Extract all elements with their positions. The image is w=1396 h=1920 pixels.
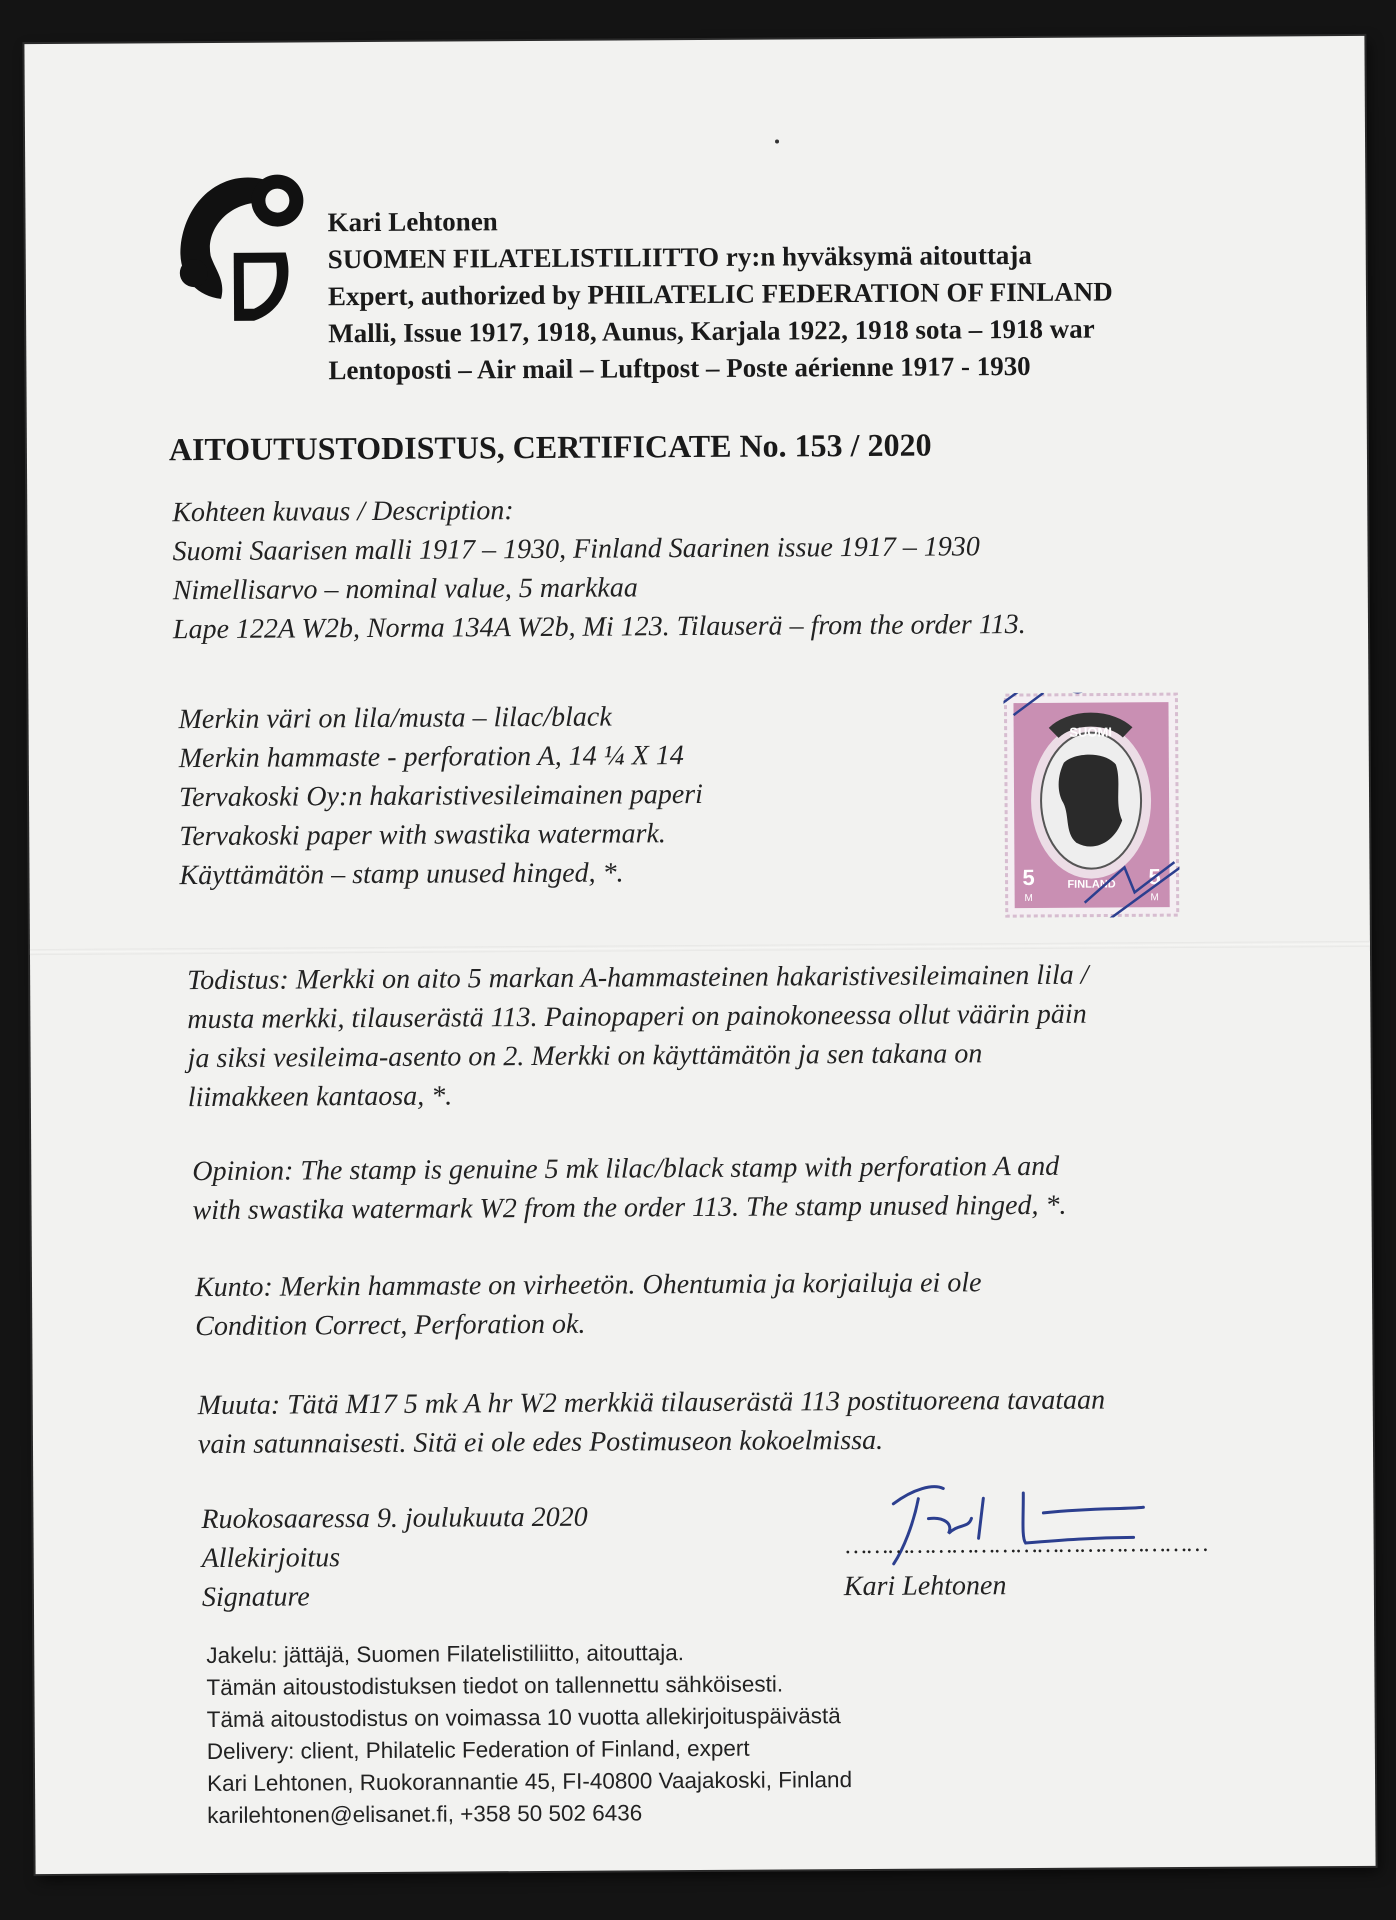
description-line: Suomi Saarisen malli 1917 – 1930, Finland Saarinen issue 1917 – 1930 (172, 531, 980, 568)
signature-dots: …………………………………………… (845, 1530, 1209, 1560)
federation-line: SUOMEN FILATELISTILIITTO ry:n hyväksymä aitouttaja (327, 239, 1032, 275)
stamp-unit-right: M (1150, 892, 1159, 904)
footer-line: Tämän aitoustodistuksen tiedot on tallennettu sähköisesti. (206, 1671, 784, 1701)
detail-line: Tervakoski Oy:n hakaristivesileimainen paperi (178, 778, 703, 814)
authorization-line: Expert, authorized by PHILATELIC FEDERATION OF FINLAND (327, 276, 1113, 312)
todistus-line: Todistus: Merkki on aito 5 markan A-hammasteinen hakaristivesileimainen lila / (187, 959, 1089, 997)
footer-contact: karilehtonen@elisanet.fi, +358 50 502 6436 (207, 1800, 643, 1829)
paper-fold (30, 941, 1370, 955)
footer-line: Kari Lehtonen, Ruokorannantie 45, FI-40800 Vaajakoski, Finland (206, 1767, 853, 1797)
expert-name: Kari Lehtonen (327, 206, 498, 238)
stamp-image (1003, 692, 1179, 918)
todistus-section (187, 956, 1089, 1118)
expert-header (327, 199, 1113, 389)
description-section (172, 488, 1026, 649)
stamp-bottom-text: FINLAND (1067, 878, 1116, 891)
detail-line: Käyttämätön – stamp unused hinged, *. (179, 857, 624, 892)
footer-line: Jakelu: jättäjä, Suomen Filatelistiliitto, aitouttaja. (206, 1640, 685, 1669)
opinion-line: Opinion: The stamp is genuine 5 mk lilac/black stamp with perforation A and (192, 1150, 1060, 1188)
todistus-line: ja siksi vesileima-asento on 2. Merkki on käyttämätön ja sen takana on (187, 1038, 983, 1075)
issues-line: Malli, Issue 1917, 1918, Aunus, Karjala 1922, 1918 sota – 1918 war (328, 313, 1095, 349)
opinion-line: with swastika watermark W2 from the order 113. The stamp unused hinged, *. (192, 1189, 1067, 1227)
paper-speck (775, 140, 779, 144)
certificate-title: AITOUTUSTODISTUS, CERTIFICATE No. 153 / 2020 (168, 426, 932, 468)
muuta-section (198, 1381, 1106, 1465)
signature-labels (201, 1498, 588, 1617)
kunto-line: Kunto: Merkin hammaste on virheetön. Ohentumia ja korjailuja ei ole (194, 1267, 982, 1304)
muuta-line: Muuta: Tätä M17 5 mk A hr W2 merkkiä tilauserästä 113 postituoreena tavataan (197, 1384, 1106, 1422)
certificate-sheet (24, 36, 1375, 1874)
stamp-details-section (178, 697, 703, 895)
kunto-line: Condition Correct, Perforation ok. (195, 1308, 586, 1343)
stamp-unit-left: M (1024, 892, 1033, 905)
signature-label-fi: Allekirjoitus (201, 1542, 341, 1575)
opinion-section (192, 1147, 1066, 1230)
detail-line: Merkin väri on lila/musta – lilac/black (178, 701, 612, 736)
description-line: Lape 122A W2b, Norma 134A W2b, Mi 123. Tilauserä – from the order 113. (172, 609, 1026, 646)
description-line: Kohteen kuvaus / Description: (172, 495, 514, 529)
stamp-value-left: 5 (1022, 864, 1035, 891)
place-date: Ruokosaaressa 9. joulukuuta 2020 (201, 1501, 588, 1536)
kunto-section (195, 1263, 982, 1346)
expert-logo-icon (165, 160, 326, 341)
stamp-top-text: SUOMI (1069, 724, 1113, 740)
footer-line: Tämä aitoustodistus on voimassa 10 vuotta allekirjoituspäivästä (206, 1703, 841, 1733)
signature-label-en: Signature (201, 1581, 310, 1614)
muuta-line: vain satunnaisesti. Sitä ei ole edes Postimuseon kokoelmissa. (197, 1424, 884, 1461)
detail-line: Merkin hammaste - perforation A, 14 ¼ X 14 (178, 740, 684, 775)
detail-line: Tervakoski paper with swastika watermark. (179, 818, 666, 853)
footer-block (206, 1636, 852, 1832)
signer-name: Kari Lehtonen (843, 1570, 1007, 1603)
todistus-line: musta merkki, tilauserästä 113. Painopaperi on painokoneessa ollut väärin päin (187, 998, 1087, 1036)
todistus-line: liimakkeen kantaosa, *. (187, 1080, 453, 1114)
footer-line: Delivery: client, Philatelic Federation of Finland, expert (206, 1735, 750, 1765)
stamp-value-right: 5 (1148, 864, 1161, 890)
description-line: Nimellisarvo – nominal value, 5 markkaa (172, 572, 638, 607)
airmail-line: Lentoposti – Air mail – Luftpost – Poste aérienne 1917 - 1930 (328, 350, 1031, 386)
